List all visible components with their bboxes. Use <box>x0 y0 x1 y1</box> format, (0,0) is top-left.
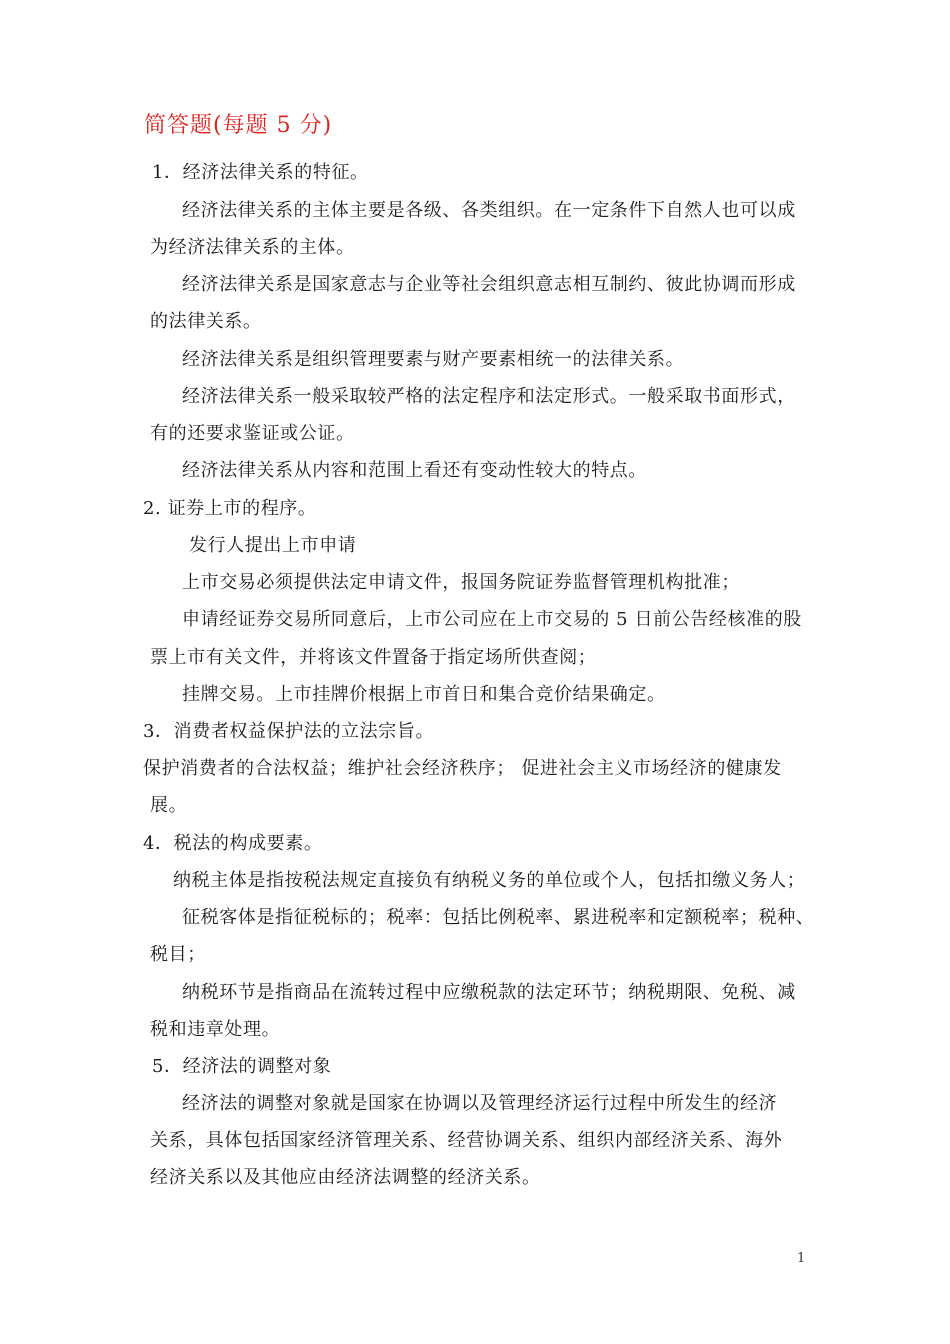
q4-paragraph-2-line-1: 征税客体是指征税标的；税率：包括比例税率、累进税率和定额税率；税种、 <box>182 907 815 928</box>
question-3-heading: 3．消费者权益保护法的立法宗旨。 <box>143 721 435 742</box>
q3-paragraph-1-line-2: 展。 <box>150 795 188 816</box>
q4-paragraph-2-line-2: 税目； <box>150 944 206 965</box>
q4-paragraph-3-line-1: 纳税环节是指商品在流转过程中应缴税款的法定环节；纳税期限、免税、减 <box>182 982 796 1003</box>
q2-paragraph-2: 上市交易必须提供法定申请文件，报国务院证券监督管理机构批准； <box>182 572 740 593</box>
page-number: 1 <box>797 1251 806 1266</box>
q2-paragraph-3-line-2: 票上市有关文件，并将该文件置备于指定场所供查阅； <box>150 647 597 668</box>
q2-paragraph-4: 挂牌交易。上市挂牌价根据上市首日和集合竞价结果确定。 <box>182 684 666 705</box>
q5-paragraph-1-line-1: 经济法的调整对象就是国家在协调以及管理经济运行过程中所发生的经济 <box>182 1093 778 1114</box>
q1-paragraph-2-line-1: 经济法律关系是国家意志与企业等社会组织意志相互制约、彼此协调而形成 <box>182 274 796 295</box>
section-title: 简答题(每题 5 分) <box>144 113 333 138</box>
q1-paragraph-4-line-2: 有的还要求鉴证或公证。 <box>150 423 355 444</box>
q4-paragraph-1: 纳税主体是指按税法规定直接负有纳税义务的单位或个人，包括扣缴义务人； <box>173 870 806 891</box>
q1-paragraph-2-line-2: 的法律关系。 <box>150 311 262 332</box>
q1-paragraph-3: 经济法律关系是组织管理要素与财产要素相统一的法律关系。 <box>182 349 685 370</box>
q1-paragraph-1-line-2: 为经济法律关系的主体。 <box>150 237 355 258</box>
question-5-heading: 5．经济法的调整对象 <box>152 1056 332 1077</box>
question-2-heading: 2. 证券上市的程序。 <box>143 498 317 519</box>
q5-paragraph-1-line-3: 经济关系以及其他应由经济法调整的经济关系。 <box>150 1167 541 1188</box>
q1-paragraph-4-line-1: 经济法律关系一般采取较严格的法定程序和法定形式。一般采取书面形式， <box>182 386 796 407</box>
q2-paragraph-3-line-1: 申请经证券交易所同意后，上市公司应在上市交易的 5 日前公告经核准的股 <box>182 609 802 630</box>
q4-paragraph-3-line-2: 税和违章处理。 <box>150 1019 281 1040</box>
q1-paragraph-1-line-1: 经济法律关系的主体主要是各级、各类组织。在一定条件下自然人也可以成 <box>182 200 796 221</box>
q2-paragraph-1: 发行人提出上市申请 <box>189 535 357 556</box>
question-4-heading: 4．税法的构成要素。 <box>143 833 323 854</box>
q1-paragraph-5: 经济法律关系从内容和范围上看还有变动性较大的特点。 <box>182 460 647 481</box>
q3-paragraph-1-line-1: 保护消费者的合法权益；维护社会经济秩序； 促进社会主义市场经济的健康发 <box>143 758 782 779</box>
q5-paragraph-1-line-2: 关系，具体包括国家经济管理关系、经营协调关系、组织内部经济关系、海外 <box>150 1130 783 1151</box>
question-1-heading: 1．经济法律关系的特征。 <box>152 162 369 183</box>
